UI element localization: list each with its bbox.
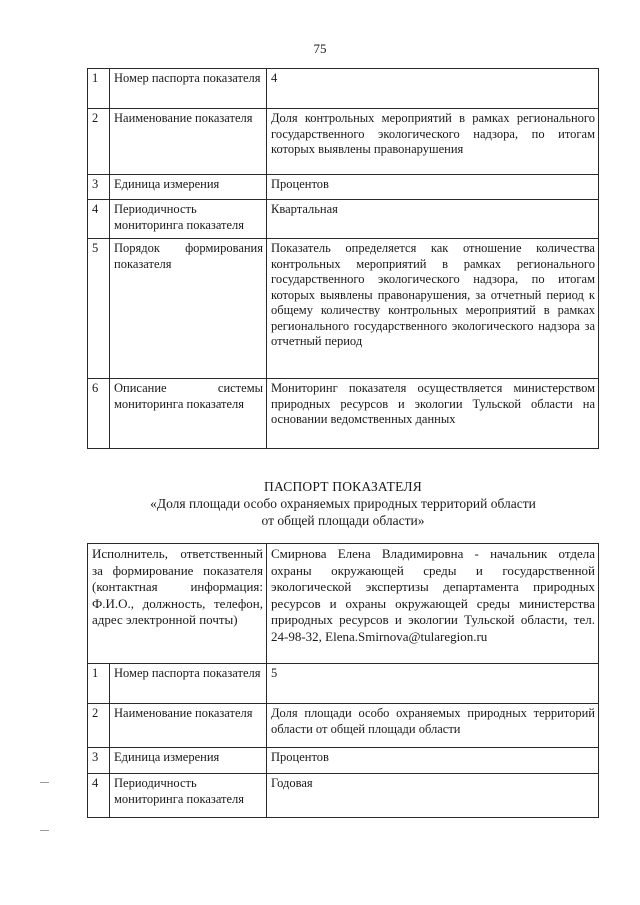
row-value: Мониторинг показателя осуществляется министерством природных ресурсов и экологии Тульской области на основании ведомственных данных xyxy=(267,379,599,449)
executor-label: Исполнитель, ответственный за формирование показателя (контактная информация: Ф.И.О., должность, телефон, адрес электронной почты) xyxy=(88,544,267,664)
row-label: Периодичность мониторинга показателя xyxy=(110,200,267,239)
executor-value: Смирнова Елена Владимировна - начальник отдела охраны окружающей среды и государственной экологической экспертизы департамента природных ресурсов и охраны окружающей среды министерства природных ресурсов и экологии Тульской области, тел. 24-98-32, Elena.Smirnova@tularegion.ru xyxy=(267,544,599,664)
row-label: Номер паспорта показателя xyxy=(110,69,267,109)
row-value: Процентов xyxy=(267,748,599,774)
table-row xyxy=(88,379,599,449)
table-row xyxy=(88,704,599,748)
page-number: 75 xyxy=(313,41,327,56)
row-label: Периодичность мониторинга показателя xyxy=(110,774,267,818)
row-number: 4 xyxy=(88,774,110,818)
row-value: Годовая xyxy=(267,774,599,818)
table-row xyxy=(88,175,599,200)
row-number: 2 xyxy=(88,109,110,175)
table-row xyxy=(88,774,599,818)
row-number: 2 xyxy=(88,704,110,748)
row-number: 4 xyxy=(88,200,110,239)
row-label: Единица измерения xyxy=(110,748,267,774)
row-value: Показатель определяется как отношение количества контрольных мероприятий в рамках регионального государственного экологического надзора, по итогам которых выявлены правонарушения, за отчетный период к общему количеству контрольных мероприятий в рамках регионального государственного экологического надзора за отчетный период xyxy=(267,239,599,379)
table-row xyxy=(88,748,599,774)
table-row xyxy=(88,239,599,379)
row-label: Наименование показателя xyxy=(110,704,267,748)
table-row xyxy=(88,200,599,239)
row-label: Единица измерения xyxy=(110,175,267,200)
passport-title: ПАСПОРТ ПОКАЗАТЕЛЯ xyxy=(264,479,422,494)
row-label: Наименование показателя xyxy=(110,109,267,175)
row-value: Процентов xyxy=(267,175,599,200)
margin-mark xyxy=(40,782,49,783)
row-number: 1 xyxy=(88,664,110,704)
passport-subtitle-line-2: от общей площади области» xyxy=(261,513,425,528)
row-value: 4 xyxy=(267,69,599,109)
row-number: 5 xyxy=(88,239,110,379)
executor-row xyxy=(88,544,599,664)
row-value: Доля контрольных мероприятий в рамках регионального государственного экологического надзора, по итогам которых выявлены правонарушения xyxy=(267,109,599,175)
indicator-table-2 xyxy=(87,543,599,818)
row-label: Описание системы мониторинга показателя xyxy=(110,379,267,449)
row-number: 3 xyxy=(88,748,110,774)
passport-subtitle-line-1: «Доля площади особо охраняемых природных территорий области xyxy=(150,496,536,511)
table-row xyxy=(88,109,599,175)
row-label: Порядок формирования показателя xyxy=(110,239,267,379)
margin-mark xyxy=(40,830,49,831)
table-row xyxy=(88,69,599,109)
row-label: Номер паспорта показателя xyxy=(110,664,267,704)
passport-heading xyxy=(87,478,599,529)
row-value: Доля площади особо охраняемых природных территорий области от общей площади области xyxy=(267,704,599,748)
row-value: Квартальная xyxy=(267,200,599,239)
row-number: 1 xyxy=(88,69,110,109)
row-number: 3 xyxy=(88,175,110,200)
row-number: 6 xyxy=(88,379,110,449)
table-row xyxy=(88,664,599,704)
indicator-table-1 xyxy=(87,68,599,449)
row-value: 5 xyxy=(267,664,599,704)
